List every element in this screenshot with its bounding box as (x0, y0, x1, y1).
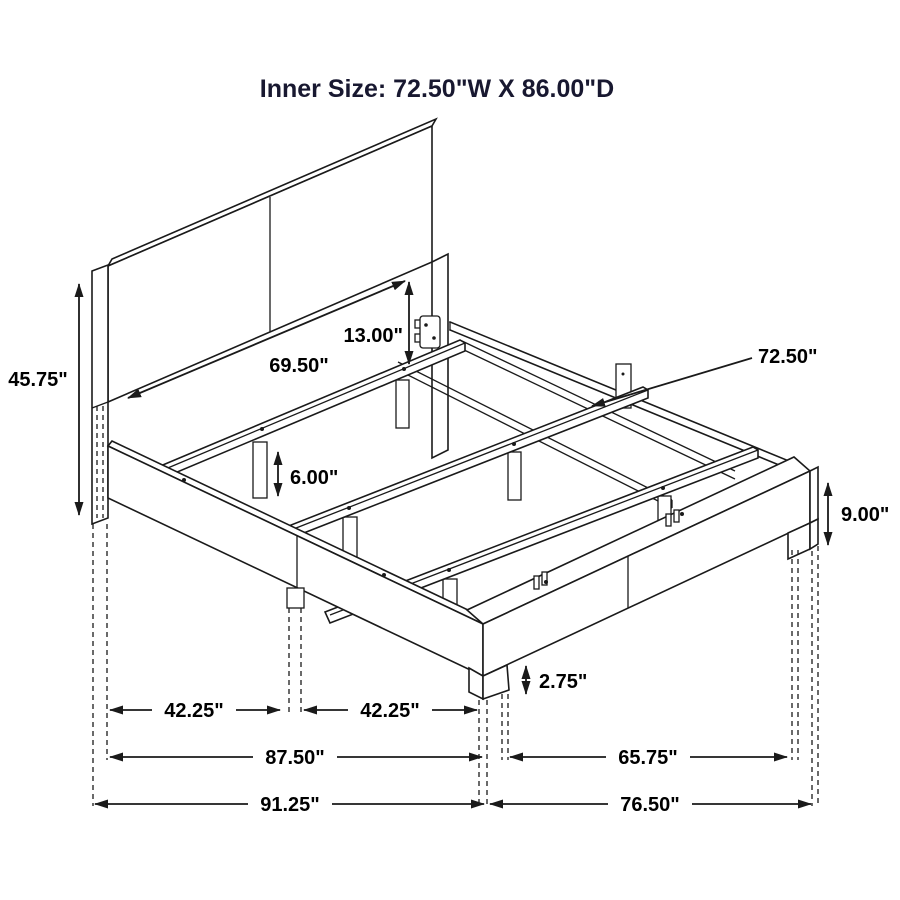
rail-center-leg (287, 588, 304, 608)
slot (534, 576, 539, 589)
dim-slat-leg-height (278, 452, 338, 496)
dim-row-half-spans (110, 696, 477, 722)
slot (674, 510, 679, 522)
bed-frame-drawing (92, 119, 818, 699)
dim-slat-leg-height-label: 6.00" (290, 467, 339, 489)
dim-overall-length-label: 91.25" (260, 794, 320, 816)
dim-row-frame (110, 743, 787, 769)
dim-headboard-panel-width-label: 69.50" (269, 355, 329, 377)
slat-leg (508, 452, 521, 500)
dim-right-half-span-label: 42.25" (360, 700, 420, 722)
dim-headboard-to-rail-label: 13.00" (343, 325, 403, 347)
dim-side-rail-height-label: 9.00" (841, 504, 890, 526)
dim-slat-width-label: 72.50" (758, 346, 818, 368)
slot (666, 514, 671, 526)
dim-overall-width-label: 76.50" (620, 794, 680, 816)
slat-leg (253, 442, 267, 498)
headboard-bracket (420, 316, 440, 348)
dim-headboard-height (8, 284, 79, 515)
dim-side-span-label: 65.75" (618, 747, 678, 769)
dim-front-leg-height (526, 666, 587, 694)
dim-headboard-height-label: 45.75" (8, 369, 68, 391)
dim-frame-length-label: 87.50" (265, 747, 325, 769)
headboard-left-leg (92, 265, 108, 524)
slat-leg (396, 380, 409, 428)
page-title: Inner Size: 72.50"W X 86.00"D (259, 75, 615, 103)
dim-row-overall (95, 790, 811, 816)
dim-left-half-span-label: 42.25" (164, 700, 224, 722)
dim-side-rail-height (828, 483, 889, 545)
dim-front-leg-height-label: 2.75" (539, 671, 588, 693)
front-right-leg-side (810, 519, 818, 549)
